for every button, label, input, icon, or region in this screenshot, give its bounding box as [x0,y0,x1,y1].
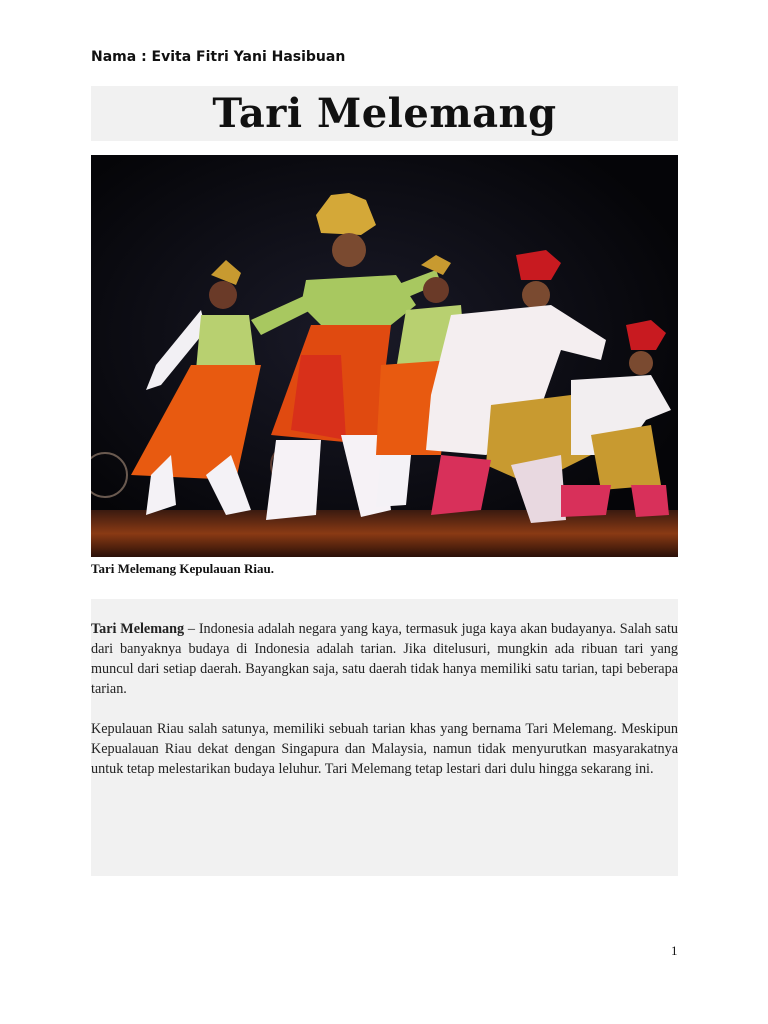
paragraph-2: Kepulauan Riau salah satunya, memiliki sebuah tarian khas yang bernama Tari Melemang. Meskipun Kepualauan Riau dekat dengan Singapura dan Malaysia, namun tidak menyurutkan masyarakatnya untuk tetap melestarikan budaya leluhur. Tari Melemang tetap lestari dari dulu hingga sekarang ini. [91,721,678,777]
paragraph-1-lead: Tari Melemang [91,621,185,637]
stage-floor [91,510,678,557]
dance-illustration [91,155,678,557]
photo-caption: Tari Melemang Kepulauan Riau. [91,561,274,576]
title-banner [91,86,678,141]
paragraph-1 [91,619,678,699]
author-name: Nama : Evita Fitri Yani Hasibuan [91,49,346,65]
paragraph-1-text: – Indonesia adalah negara yang kaya, termasuk juga kaya akan budayanya. Salah satu dari banyaknya budaya di Indonesia adalah tarian. Jika ditelusuri, mungkin ada ribuan tari yang muncul dari setiap daerah. Bayangkan saja, satu daerah tidak hanya memiliki satu tarian, tapi beberapa tarian. [91,621,678,697]
article-body [91,599,678,876]
page-number: 1 [671,943,678,958]
page-title: Tari Melemang [212,90,557,137]
dance-photo [91,155,678,557]
